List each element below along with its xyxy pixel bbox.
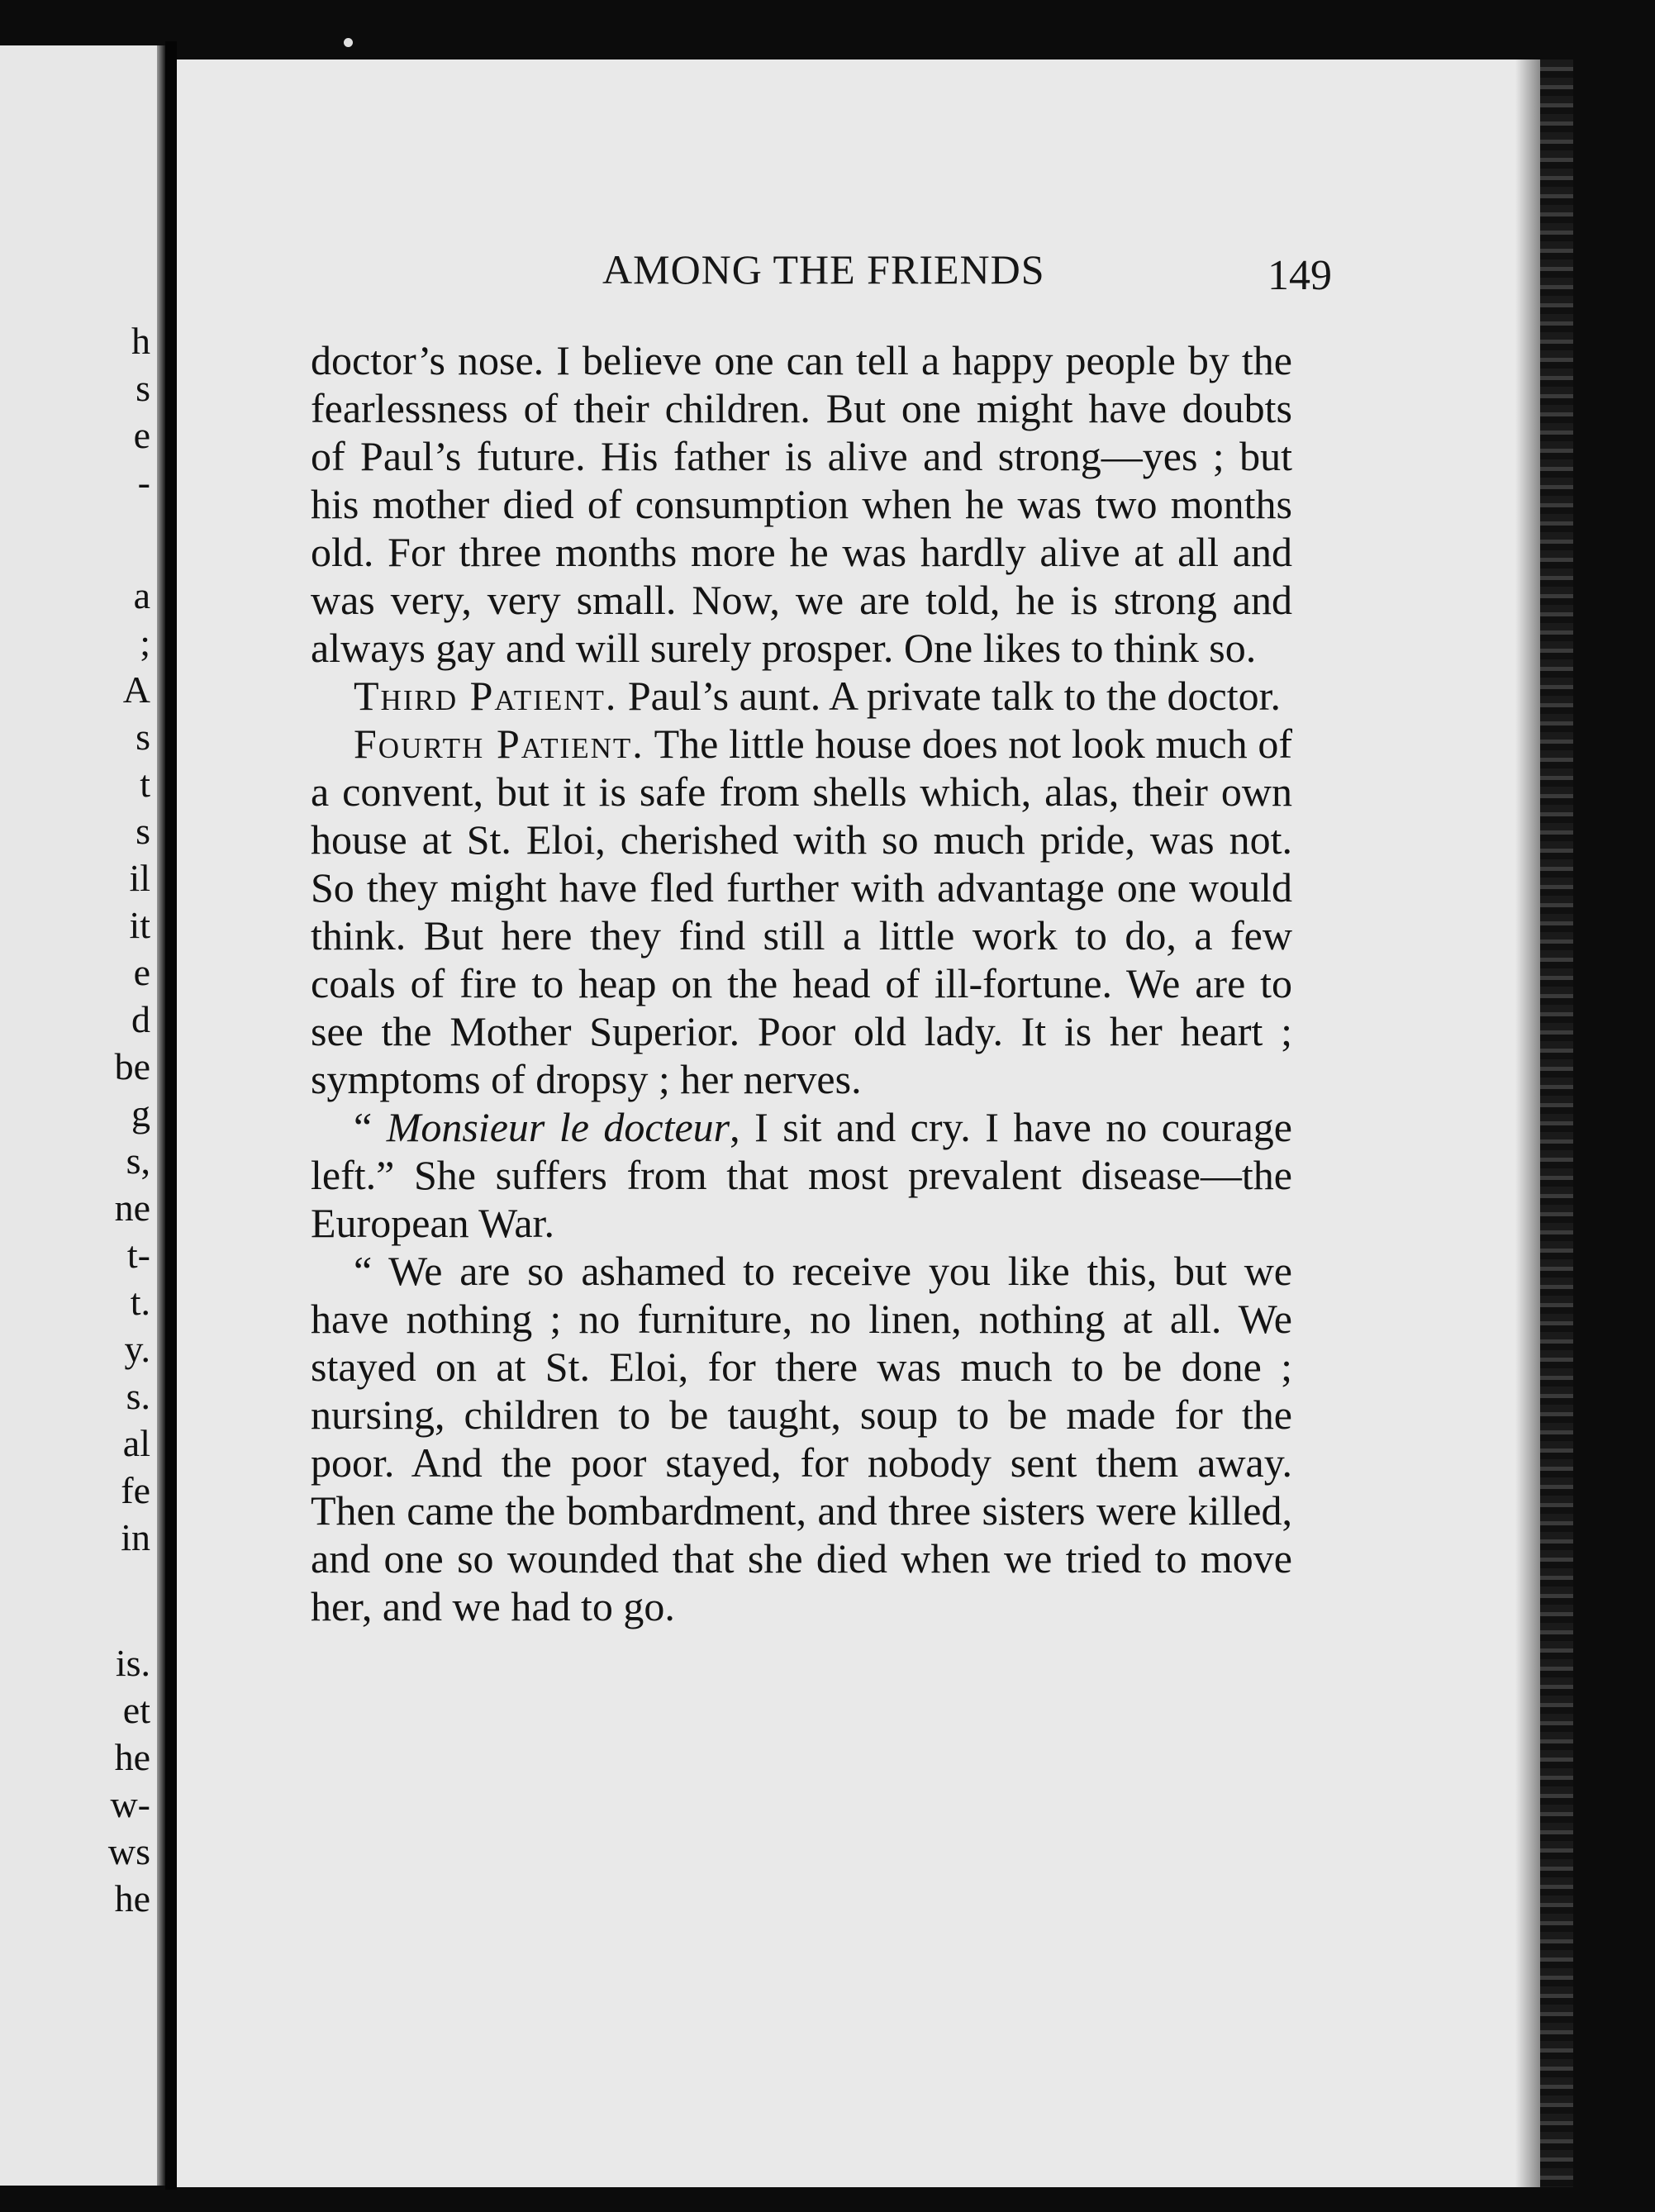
left-fragment: ; — [140, 621, 150, 664]
left-fragment: it — [129, 904, 150, 946]
left-fragment: ne — [114, 1187, 150, 1229]
left-fragment: be — [114, 1045, 150, 1087]
paragraph-4-text: , I sit and cry. I have no courage left.” She suffers from that most prevalent disease—the European War. — [311, 1104, 1292, 1246]
left-fragment: il — [129, 857, 150, 899]
paragraph-3 — [311, 720, 1292, 1103]
scan-speck — [344, 38, 353, 47]
left-fragment: s — [136, 367, 150, 409]
left-fragment: - — [137, 461, 150, 503]
left-fragment: he — [114, 1736, 150, 1778]
left-fragment: ws — [107, 1830, 150, 1872]
paragraph-4 — [311, 1103, 1292, 1247]
page-stack-edge — [1540, 59, 1573, 2187]
left-fragment: al — [122, 1422, 150, 1464]
left-fragment: g — [131, 1092, 150, 1135]
running-head: AMONG THE FRIENDS — [602, 246, 1045, 293]
paragraph-2-label: Third Patient. — [354, 673, 618, 719]
left-fragment: t — [140, 763, 150, 805]
left-page — [0, 45, 165, 2186]
left-fragment: s — [136, 810, 150, 852]
paragraph-1: doctor’s nose. I believe one can tell a happy people by the fearlessness of their children. But one might have doubts of Paul’s future. His father is alive and strong—yes ; but his mother died of consumption when he was two months old. For three months more he was hardly alive at all and was very, very small. Now, we are told, he is strong and always gay and will surely prosper. One likes to think so. — [311, 337, 1292, 671]
page-number: 149 — [1267, 252, 1332, 299]
right-page — [177, 59, 1573, 2187]
left-page-gutter — [157, 45, 165, 2186]
left-fragment: in — [121, 1516, 150, 1558]
left-fragment: A — [122, 668, 150, 711]
paragraph-3-text: The little house does not look much of a convent, but it is safe from shells which, alas, their own house at St. Eloi, cherished with so much pride, was not. So they might have fled further with advantage one would think. But here they find still a little work to do, a few coals of fire to heap on the head of ill-fortune. We are to see the Mother Superior. Poor old lady. It is her heart ; symptoms of dropsy ; her nerves. — [311, 721, 1292, 1102]
left-fragment: w- — [110, 1783, 150, 1825]
left-fragment: t. — [130, 1281, 150, 1323]
paragraph-2 — [311, 672, 1292, 720]
left-fragment: e — [133, 414, 150, 456]
paragraph-2-text: Paul’s aunt. A private talk to the doctor. — [617, 673, 1282, 719]
book-spine — [165, 41, 177, 2190]
left-fragment: s, — [126, 1139, 150, 1182]
left-fragment: is. — [115, 1642, 150, 1684]
left-fragment: d — [131, 998, 150, 1040]
page-edge-shadow — [1515, 59, 1540, 2187]
paragraph-3-label: Fourth Patient. — [354, 721, 644, 767]
left-fragment: h — [131, 320, 150, 362]
paragraph-4-open-quote: “ — [354, 1104, 387, 1150]
body-text — [311, 336, 1292, 1630]
left-fragment: he — [114, 1877, 150, 1919]
left-fragment: a — [133, 574, 150, 616]
left-fragment: y. — [124, 1328, 150, 1370]
left-fragment: et — [122, 1689, 150, 1731]
left-fragment: e — [133, 951, 150, 993]
left-fragment: t- — [126, 1234, 150, 1276]
paragraph-5: “ We are so ashamed to receive you like this, but we have nothing ; no furniture, no linen, nothing at all. We stayed on at St. Eloi, for there was much to be done ; nursing, children to be taught, soup to be made for the poor. And the poor stayed, for nobody sent them away. Then came the bombardment, and three sisters were killed, and one so wounded that she died when we tried to move her, and we had to go. — [311, 1248, 1292, 1629]
left-fragment: s. — [126, 1375, 150, 1417]
left-fragment: s — [136, 716, 150, 758]
left-fragment: fe — [121, 1469, 150, 1511]
paragraph-4-italic: Monsieur le docteur — [386, 1104, 730, 1150]
